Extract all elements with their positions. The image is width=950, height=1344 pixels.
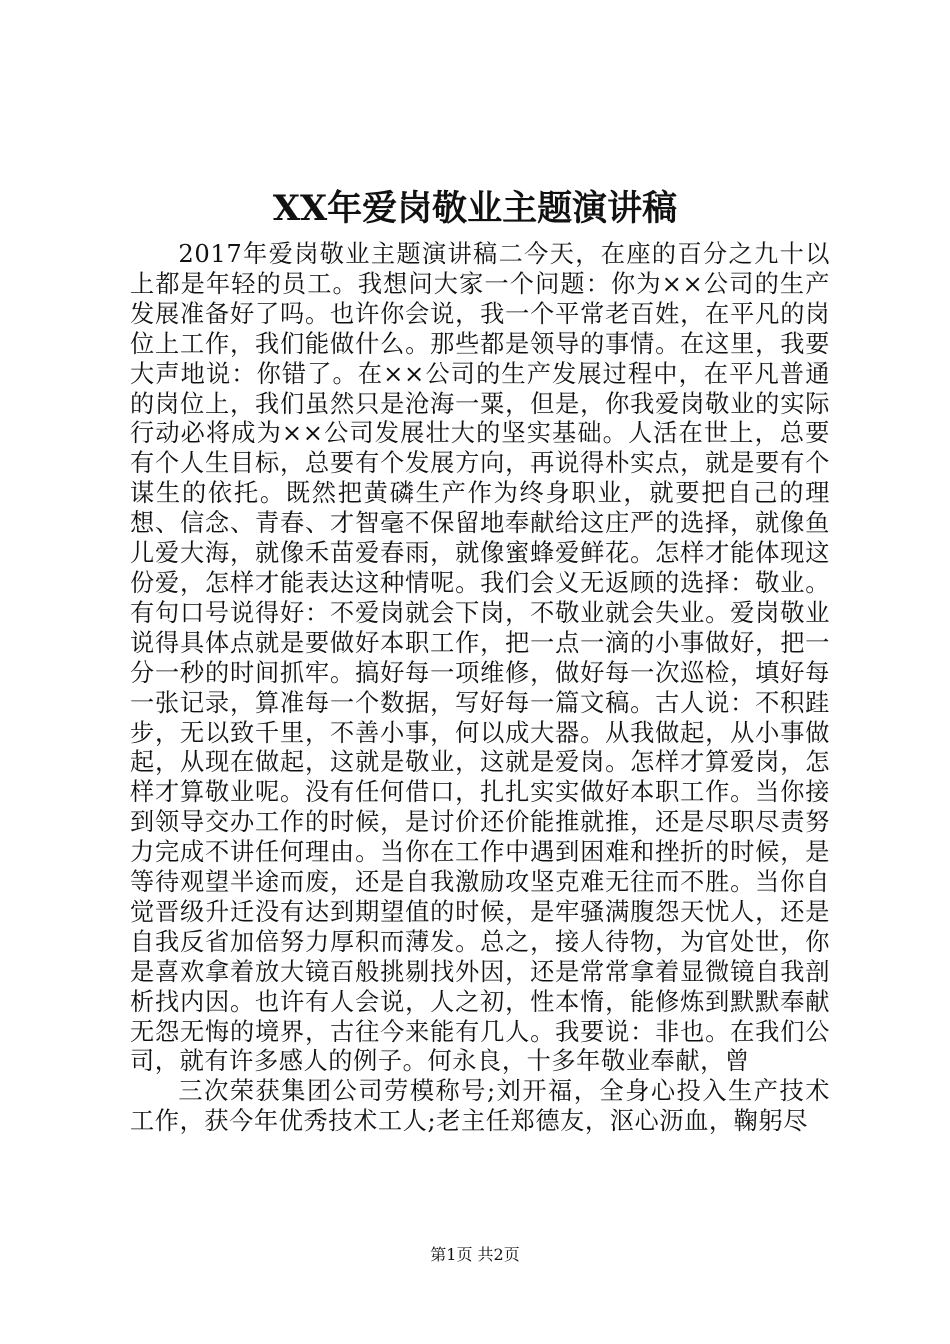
paragraph-2: 三次荣获集团公司劳模称号;刘开福，全身心投入生产技术工作，获今年优秀技术工人;老主任郑德友，沤心沥血，鞠躬尽	[130, 1077, 830, 1136]
page-footer: 第1页 共2页	[430, 1245, 520, 1264]
document-title: XX年爱岗敬业主题演讲稿	[272, 188, 678, 229]
paragraph-1: 2017年爱岗敬业主题演讲稿二今天，在座的百分之九十以上都是年轻的员工。我想问大家一个问题：你为××公司的生产发展准备好了吗。也许你会说，我一个平常老百姓，在平凡的岗位上工作，我们能做什么。那些都是领导的事情。在这里，我要大声地说：你错了。在××公司的生产发展过程中，在平凡普通的岗位上，我们虽然只是沧海一粟，但是，你我爱岗敬业的实际行动必将成为××公司发展壮大的坚实基础。人活在世上，总要有个人生目标，总要有个发展方向，再说得朴实点，就是要有个谋生的依托。既然把黄磷生产作为终身职业，就要把自己的理想、信念、青春、才智毫不保留地奉献给这庄严的选择，就像鱼儿爱大海，就像禾苗爱春雨，就像蜜蜂爱鲜花。怎样才能体现这份爱，怎样才能表达这种情呢。我们会义无返顾的选择：敬业。有句口号说得好：不爱岗就会下岗，不敬业就会失业。爱岗敬业说得具体点就是要做好本职工作，把一点一滴的小事做好，把一分一秒的时间抓牢。搞好每一项维修，做好每一次巡检，填好每一张记录，算准每一个数据，写好每一篇文稿。古人说：不积跬步，无以致千里，不善小事，何以成大器。从我做起，从小事做起，从现在做起，这就是敬业，这就是爱岗。怎样才算爱岗，怎样才算敬业呢。没有任何借口，扎扎实实做好本职工作。当你接到领导交办工作的时候，是讨价还价能推就推，还是尽职尽责努力完成不讲任何理由。当你在工作中遇到困难和挫折的时候，是等待观望半途而废，还是自我激励攻坚克难无往而不胜。当你自觉晋级升迁没有达到期望值的时候，是牢骚满腹怨天忧人，还是自我反省加倍努力厚积而薄发。总之，接人待物，为官处世，你是喜欢拿着放大镜百般挑剔找外因，还是常常拿着显微镜自我剖析找内因。也许有人会说，人之初，性本惰，能修炼到默默奉献无怨无悔的境界，古往今来能有几人。我要说：非也。在我们公司，就有许多感人的例子。何永良，十多年敬业奉献，曾	[130, 240, 830, 1076]
document-body	[130, 240, 830, 1137]
